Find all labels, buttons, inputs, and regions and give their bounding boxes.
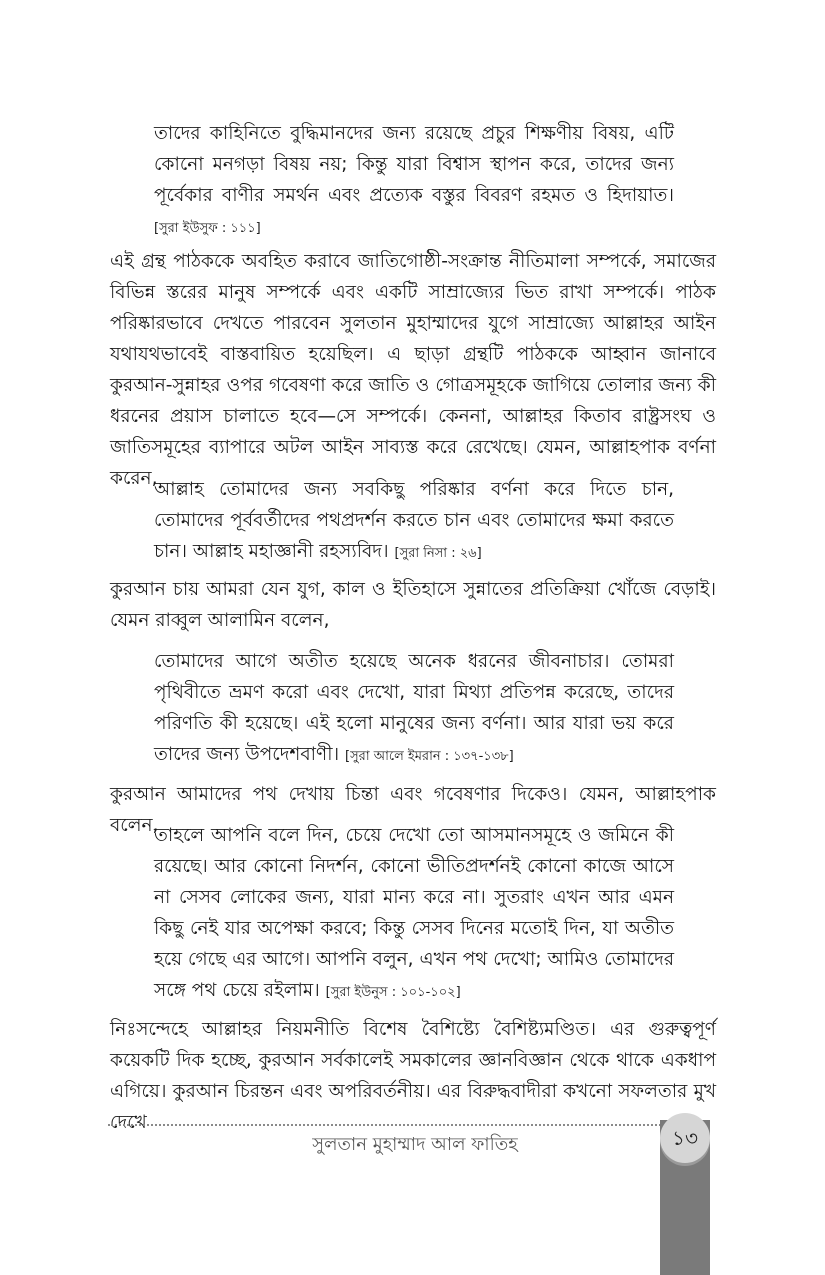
quote-yusuf	[154, 118, 674, 244]
paragraph-intro: এই গ্রন্থ পাঠককে অবহিত করাবে জাতিগোষ্ঠী-সংক্রান্ত নীতিমালা সম্পর্কে, সমাজের বিভিন্ন স্তরের মানুষ সম্পর্কে এবং একটি সাম্রাজ্যের ভিত রাখা সম্পর্কে। পাঠক পরিষ্কারভাবে দেখতে পারবেন সুলতান মুহাম্মাদের যুগে সাম্রাজ্যে আল্লাহর আইন যথাযথভাবেই বাস্তবায়িত হয়েছিল। এ ছাড়া গ্রন্থটি পাঠককে আহ্বান জানাবে কুরআন-সুন্নাহর ওপর গবেষণা করে জাতি ও গোত্রসমূহকে জাগিয়ে তোলার জন্য কী ধরনের প্রয়াস চালাতে হবে—সে সম্পর্কে। কেননা, আল্লাহর কিতাব রাষ্ট্রসংঘ ও জাতিসমূহের ব্যাপারে অটল আইন সাব্যস্ত করে রেখেছে। যেমন, আল্লাহপাক বর্ণনা করেন,	[110, 251, 716, 489]
page-number: ১৩	[672, 1126, 698, 1150]
paragraph-characteristics: নিঃসন্দেহে আল্লাহর নিয়মনীতি বিশেষ বৈশিষ্ট্যে বৈশিষ্ট্যমণ্ডিত। এর গুরুত্বপূর্ণ কয়েকটি দিক হচ্ছে, কুরআন সর্বকালেই সমকালের জ্ঞানবিজ্ঞান থেকে থাকে একধাপ এগিয়ে। কুরআন চিরন্তন এবং অপরিবর্তনীয়। এর বিরুদ্ধবাদীরা কখনো সফলতার মুখ দেখে	[110, 1019, 716, 1133]
footer-divider	[108, 1124, 708, 1126]
running-footer-title: সুলতান মুহাম্মাদ আল ফাতিহ	[312, 1134, 518, 1155]
quote-text: তোমাদের আগে অতীত হয়েছে অনেক ধরনের জীবনাচার। তোমরা পৃথিবীতে ভ্রমণ করো এবং দেখো, যারা মিথ্যা প্রতিপন্ন করেছে, তাদের পরিণতি কী হয়েছে। এই হলো মানুষের জন্য বর্ণনা। আর যারা ভয় করে তাদের জন্য উপদেশবাণী।	[154, 651, 674, 765]
paragraph-reflection: কুরআন আমাদের পথ দেখায় চিন্তা এবং গবেষণার দিকেও। যেমন, আল্লাহপাক বলেন,	[110, 784, 716, 836]
quote-yunus	[154, 820, 674, 1008]
quote-citation: [সুরা ইউসুফ : ১১১]	[154, 221, 261, 236]
quote-citation: [সুরা আলে ইমরান : ১৩৭-১৩৮]	[345, 749, 514, 764]
quote-text: তাদের কাহিনিতে বুদ্ধিমানদের জন্য রয়েছে প্রচুর শিক্ষণীয় বিষয়, এটি কোনো মনগড়া বিষয় নয়; কিন্তু যারা বিশ্বাস স্থাপন করে, তাদের জন্য পূর্বেকার বাণীর সমর্থন এবং প্রত্যেক বস্তুর বিবরণ রহমত ও হিদায়াত।	[154, 123, 674, 206]
quote-citation: [সুরা নিসা : ২৬]	[394, 546, 482, 561]
quote-text: তাহলে আপনি বলে দিন, চেয়ে দেখো তো আসমানসমূহে ও জমিনে কী রয়েছে। আর কোনো নিদর্শন, কোনো ভীতিপ্রদর্শনই কোনো কাজে আসে না সেসব লোকের জন্য, যারা মান্য করে না। সুতরাং এখন আর এমন কিছু নেই যার অপেক্ষা করবে; কিন্তু সেসব দিনের মতোই দিন, যা অতীত হয়ে গেছে এর আগে। আপনি বলুন, এখন পথ দেখো; আমিও তোমাদের সঙ্গে পথ চেয়ে রইলাম।	[154, 825, 674, 1001]
quote-al-imran	[154, 646, 674, 772]
quote-citation: [সুরা ইউনুস : ১০১-১০২]	[325, 985, 461, 1000]
quote-text: আল্লাহ তোমাদের জন্য সবকিছু পরিষ্কার বর্ণনা করে দিতে চান, তোমাদের পূর্ববর্তীদের পথপ্রদর্শন করতে চান এবং তোমাদের ক্ষমা করতে চান। আল্লাহ মহাজ্ঞানী রহস্যবিদ।	[154, 479, 674, 562]
quote-nisa	[154, 474, 674, 569]
paragraph-sunnah: কুরআন চায় আমরা যেন যুগ, কাল ও ইতিহাসে সুন্নাতের প্রতিক্রিয়া খোঁজে বেড়াই। যেমন রাব্বুল আলামিন বলেন,	[110, 579, 716, 631]
